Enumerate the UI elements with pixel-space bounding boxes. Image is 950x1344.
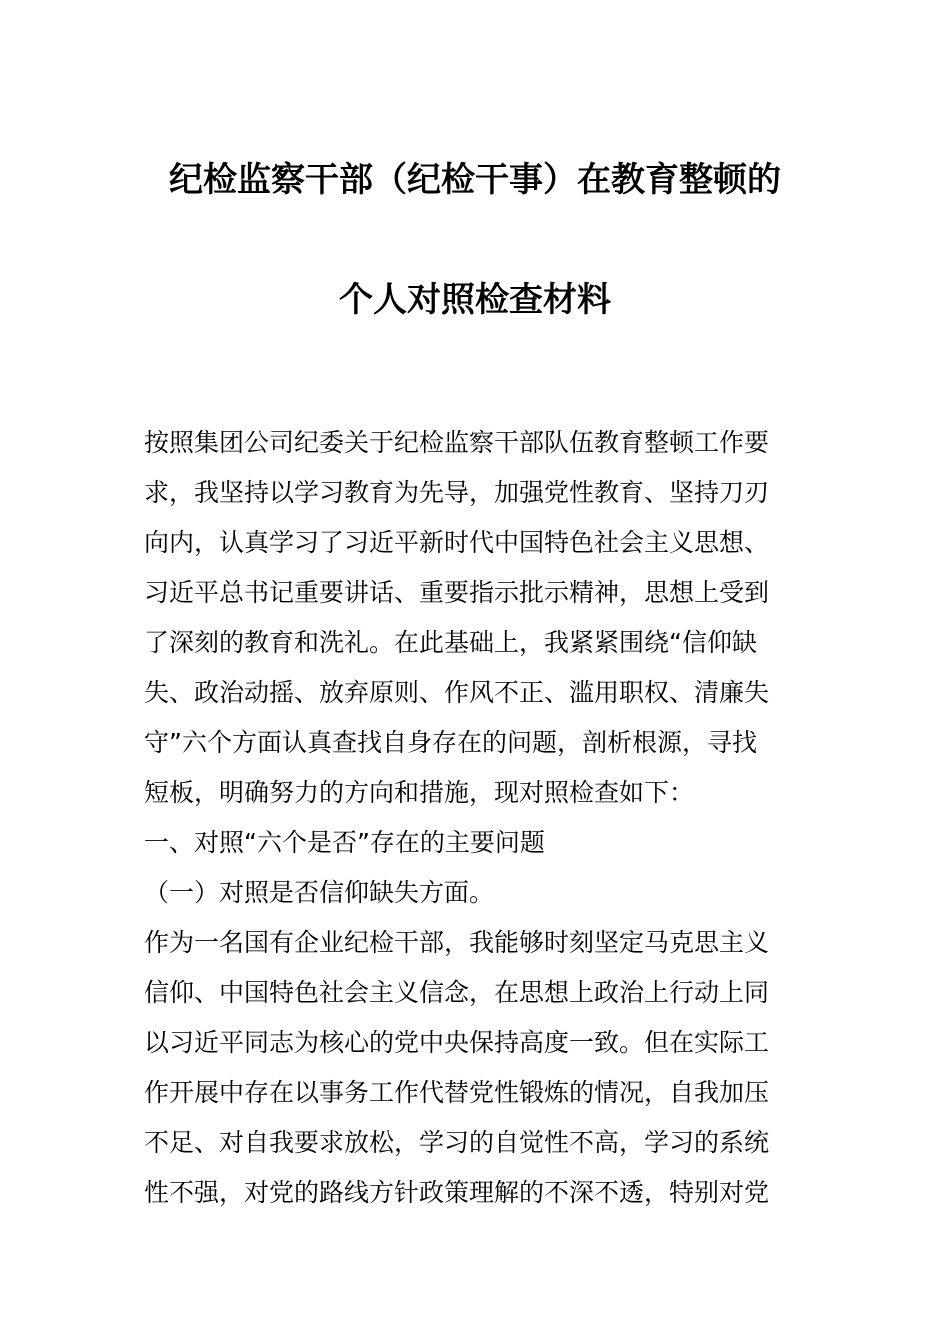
document-body — [144, 418, 808, 1218]
subsection-heading: （一）对照是否信仰缺失方面。 — [144, 878, 495, 907]
section-heading: 一、对照“六个是否”存在的主要问题 — [144, 828, 545, 857]
body-line: 向内，认真学习了习近平新时代中国特色社会主义思想、 — [144, 528, 770, 557]
body-line: 信仰、中国特色社会主义信念，在思想上政治上行动上同 — [144, 978, 770, 1007]
document-title-line-2: 个人对照检查材料 — [339, 280, 611, 320]
body-line: 作开展中存在以事务工作代替党性锻炼的情况，自我加压 — [144, 1078, 770, 1107]
document-title-line-1: 纪检监察干部（纪检干事）在教育整顿的 — [169, 160, 781, 200]
body-line: 作为一名国有企业纪检干部，我能够时刻坚定马克思主义 — [144, 928, 770, 957]
body-line: 按照集团公司纪委关于纪检监察干部队伍教育整顿工作要 — [144, 428, 770, 457]
body-line: 守”六个方面认真查找自身存在的问题，剖析根源，寻找 — [144, 728, 757, 757]
body-line: 不足、对自我要求放松，学习的自觉性不高，学习的系统 — [144, 1128, 770, 1157]
body-line: 短板，明确努力的方向和措施，现对照检查如下： — [144, 778, 695, 807]
body-line: 习近平总书记重要讲话、重要指示批示精神，思想上受到 — [144, 578, 770, 607]
body-line: 求，我坚持以学习教育为先导，加强党性教育、坚持刀刃 — [144, 478, 770, 507]
body-line: 以习近平同志为核心的党中央保持高度一致。但在实际工 — [144, 1028, 770, 1057]
body-line: 失、政治动摇、放弃原则、作风不正、滥用职权、清廉失 — [144, 678, 770, 707]
body-line: 了深刻的教育和洗礼。在此基础上，我紧紧围绕“信仰缺 — [144, 628, 757, 657]
body-line: 性不强，对党的路线方针政策理解的不深不透，特别对党 — [144, 1178, 770, 1207]
